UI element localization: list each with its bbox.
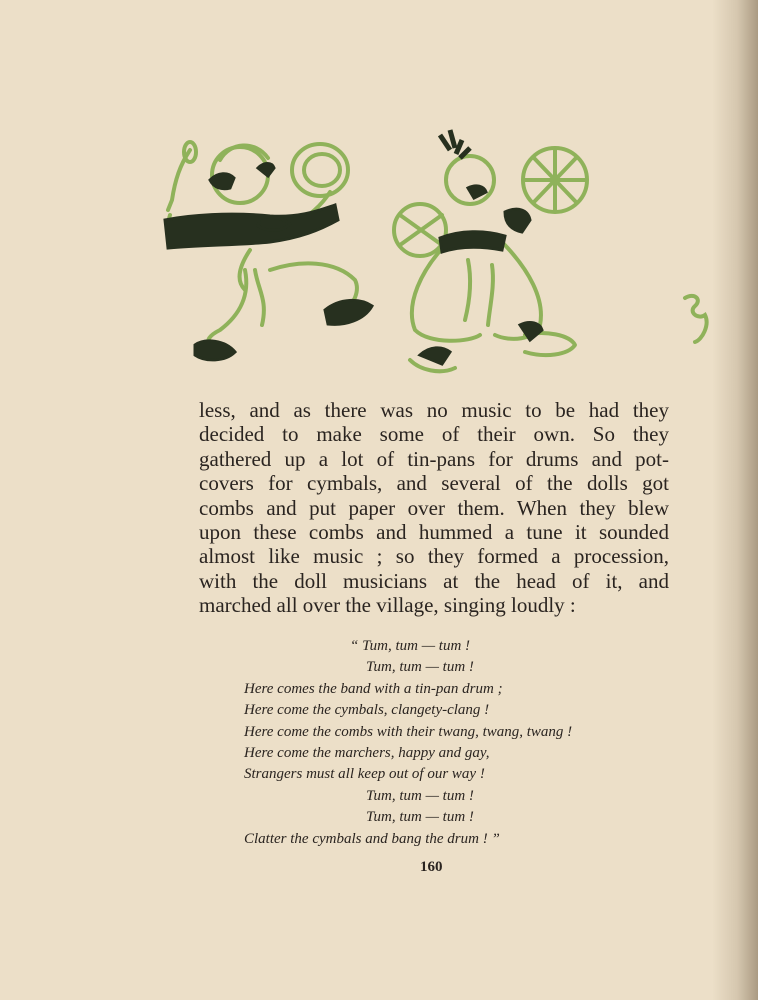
prose-line: covers for cymbals, and several of the dolls got xyxy=(199,471,669,496)
verse-line: Tum, tum — tum ! xyxy=(366,787,474,804)
prose-line: decided to make some of their own. So they xyxy=(199,422,669,447)
prose-line: combs and put paper over them. When they blew xyxy=(199,495,669,520)
prose-line: less, and as there was no music to be had they xyxy=(199,398,669,422)
marching-dolls-illustration xyxy=(150,120,710,385)
body-text xyxy=(199,398,669,618)
verse-line: Tum, tum — tum ! xyxy=(366,809,474,826)
margin-squiggle xyxy=(685,296,707,342)
verse-line: Strangers must all keep out of our way ! xyxy=(244,766,485,783)
verse-line: Here comes the band with a tin-pan drum ; xyxy=(244,680,503,697)
verse-line: Here come the combs with their twang, twang, twang ! xyxy=(244,723,573,740)
verse-line: Here come the cymbals, clangety-clang ! xyxy=(244,702,490,719)
prose-line: marched all over the village, singing loudly : xyxy=(199,593,576,618)
song-verse xyxy=(244,636,644,850)
drummer-dark-details xyxy=(165,164,372,360)
prose-line: upon these combs and hummed a tune it sounded xyxy=(199,520,669,545)
page-edge-shadow xyxy=(712,0,758,1000)
verse-line: “ Tum, tum — tum ! xyxy=(350,638,471,654)
prose-line: almost like music ; so they formed a procession, xyxy=(199,544,669,569)
page-number: 160 xyxy=(420,859,443,875)
verse-line: Here come the marchers, happy and gay, xyxy=(244,745,490,762)
prose-line: with the doll musicians at the head of it, and xyxy=(199,568,669,593)
verse-line: Clatter the cymbals and bang the drum ! ” xyxy=(244,830,500,847)
verse-line: Tum, tum — tum ! xyxy=(366,659,474,676)
prose-line: gathered up a lot of tin-pans for drums and pot- xyxy=(199,446,669,471)
cymbal-doll xyxy=(394,148,587,371)
